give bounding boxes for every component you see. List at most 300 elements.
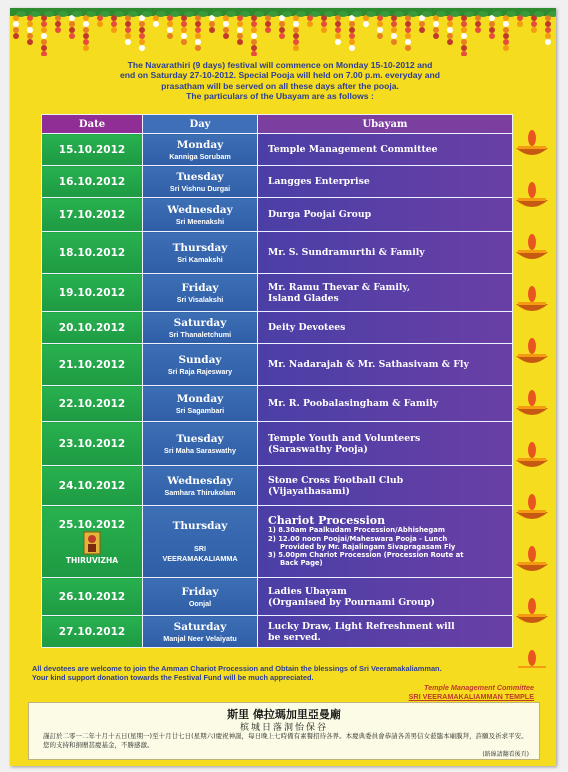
footer-line-1: All devotees are welcome to join the Amman Chariot Procession and Obtain the blessings of Sri Veeramakaliamman. — [32, 664, 442, 673]
garland-flower — [209, 27, 215, 33]
header-date: Date — [42, 115, 143, 134]
garland-flower — [181, 39, 187, 45]
garland-leaf — [16, 11, 26, 17]
day-name: Monday — [176, 392, 224, 405]
garland-flower — [111, 21, 117, 27]
day-cell — [143, 386, 258, 422]
garland-leaf — [520, 11, 530, 17]
oil-lamp-icon — [516, 390, 548, 415]
garland-flower — [531, 27, 537, 33]
garland-flower — [181, 27, 187, 33]
date-cell: 23.10.2012 — [42, 422, 143, 466]
committee-signature — [409, 684, 534, 702]
garland-leaf — [170, 11, 180, 17]
flower-garland-decoration — [10, 8, 556, 56]
chinese-route-note: (路線請翻看後頁) — [482, 751, 529, 758]
garland-flower — [433, 21, 439, 27]
garland-flower — [167, 21, 173, 27]
garland-flower — [223, 33, 229, 39]
garland-flower — [349, 45, 355, 51]
garland-leaf — [436, 11, 446, 17]
ubayam-cell — [258, 466, 513, 506]
chinese-subtitle: 槟城日落洞怡保谷 — [239, 723, 328, 733]
garland-flower — [83, 45, 89, 51]
ubayam-line: (Saraswathy Pooja) — [268, 443, 368, 455]
date-cell: 26.10.2012 — [42, 578, 143, 616]
day-name: Friday — [181, 281, 219, 294]
garland-leaf — [72, 11, 82, 17]
garland-flower — [41, 51, 47, 56]
garland-flower — [335, 21, 341, 27]
date-cell: 27.10.2012 — [42, 616, 143, 648]
ubayam-cell — [258, 232, 513, 274]
ubayam-cell — [258, 578, 513, 616]
schedule-row — [42, 578, 513, 616]
garland-flower — [349, 27, 355, 33]
garland-flower — [447, 33, 453, 39]
ubayam-line: Mr. Nadarajah & Mr. Sathasivam & Fly — [268, 359, 469, 370]
garland-flower — [83, 33, 89, 39]
garland-flower — [83, 21, 89, 27]
garland-flower — [69, 21, 75, 27]
garland-flower — [195, 21, 201, 27]
garland-flower — [69, 33, 75, 39]
deity-name: Manjal Neer Velaiyatu — [163, 633, 237, 643]
garland-flower — [27, 21, 33, 27]
garland-flower — [391, 27, 397, 33]
day-name: Sunday — [178, 353, 222, 366]
garland-flower — [265, 27, 271, 33]
ubayam-line: be served. — [268, 631, 321, 643]
chariot-day-cell — [143, 506, 258, 578]
garland-flower — [461, 45, 467, 51]
ubayam-line: Deity Devotees — [268, 322, 346, 333]
day-name: Friday — [181, 585, 219, 598]
garland-flower — [251, 33, 257, 39]
garland-flower — [433, 33, 439, 39]
ubayam-line: Langges Enterprise — [268, 176, 370, 187]
garland-flower — [545, 27, 551, 33]
garland-flower — [377, 33, 383, 39]
date-cell: 22.10.2012 — [42, 386, 143, 422]
committee-name: Temple Management Committee — [424, 683, 534, 692]
garland-leaf — [450, 11, 460, 17]
intro-line-2: end on Saturday 27-10-2012. Special Pooja will held on 7.00 p.m. everyday and — [120, 70, 440, 81]
garland-flower — [335, 33, 341, 39]
garland-flower — [503, 21, 509, 27]
day-cell — [143, 166, 258, 198]
garland-flower — [27, 39, 33, 45]
garland-leaf — [100, 11, 110, 17]
intro-line-3: prasatham will be served on all these days after the pooja. — [161, 80, 399, 91]
intro-text — [80, 60, 480, 102]
garland-flower — [279, 21, 285, 27]
ubayam-line: Temple Youth and Volunteers — [268, 432, 421, 444]
garland-leaf — [86, 11, 96, 17]
deity-name: Sri Thanaletchumi — [168, 329, 232, 339]
oil-lamp-icon — [516, 130, 548, 155]
garland-flower — [223, 21, 229, 27]
garland-flower — [139, 27, 145, 33]
garland-flower — [251, 27, 257, 33]
ubayam-line: Stone Cross Football Club — [268, 474, 404, 486]
header-day: Day — [143, 115, 258, 134]
day-cell — [143, 466, 258, 506]
oil-lamp-icon — [516, 338, 548, 363]
garland-flower — [461, 51, 467, 56]
deity-name: Samhara Thirukolam — [164, 487, 236, 497]
garland-flower — [307, 21, 313, 27]
garland-flower — [405, 33, 411, 39]
garland-leaf — [212, 11, 222, 17]
garland-leaf — [394, 11, 404, 17]
oil-lamp-decorations — [512, 128, 552, 668]
garland-leaf — [184, 11, 194, 17]
garland-flower — [545, 21, 551, 27]
oil-lamp-icon — [516, 598, 548, 623]
garland-flower — [433, 27, 439, 33]
day-name: Saturday — [173, 620, 227, 633]
deity-name-line-2: VEERAMAKALIAMMA — [162, 554, 238, 563]
garland-flower — [447, 27, 453, 33]
garland-flower — [349, 39, 355, 45]
garland-flower — [27, 33, 33, 39]
garland-leaf — [464, 11, 474, 17]
garland-flower — [13, 27, 19, 33]
flyer-page — [10, 8, 556, 766]
garland-flower — [503, 45, 509, 51]
ubayam-line: (Organised by Pournami Group) — [268, 596, 435, 608]
garland-flower — [293, 21, 299, 27]
day-cell — [143, 344, 258, 386]
chariot-date-cell — [42, 506, 143, 578]
garland-leaf — [492, 11, 502, 17]
garland-leaf — [44, 11, 54, 17]
chariot-step: Provided by Mr. Rajalingam Sivapragasam Fly — [280, 542, 456, 551]
day-cell — [143, 312, 258, 344]
date-cell: 18.10.2012 — [42, 232, 143, 274]
garland-flower — [125, 21, 131, 27]
ubayam-line: Mr. Ramu Thevar & Family, — [268, 281, 411, 293]
garland-flower — [139, 45, 145, 51]
garland-flower — [195, 39, 201, 45]
garland-leaf — [380, 11, 390, 17]
garland-flower — [461, 33, 467, 39]
ubayam-cell — [258, 422, 513, 466]
chariot-ubayam-cell — [258, 506, 513, 578]
garland-flower — [391, 39, 397, 45]
day-cell — [143, 232, 258, 274]
garland-flower — [279, 33, 285, 39]
garland-leaf — [268, 11, 278, 17]
garland-leaf — [198, 11, 208, 17]
garland-flower — [475, 27, 481, 33]
oil-lamp-icon — [516, 234, 548, 259]
deity-name: Oonjal — [188, 598, 212, 608]
day-name: Thursday — [172, 241, 228, 254]
chariot-step: Back Page) — [280, 559, 323, 568]
garland-flower — [321, 21, 327, 27]
deity-name: Sri Kamakshi — [177, 254, 223, 264]
garland-flower — [419, 27, 425, 33]
ubayam-cell — [258, 166, 513, 198]
garland-flower — [251, 45, 257, 51]
garland-flower — [405, 45, 411, 51]
ubayam-schedule-table — [41, 114, 513, 648]
garland-flower — [349, 33, 355, 39]
oil-lamp-icon — [516, 494, 548, 519]
garland-flower — [489, 33, 495, 39]
garland-flower — [195, 45, 201, 51]
garland-flower — [41, 45, 47, 51]
ubayam-line: Durga Poojai Group — [268, 209, 372, 220]
garland-flower — [503, 33, 509, 39]
schedule-row — [42, 166, 513, 198]
oil-lamp-icon — [516, 442, 548, 467]
garland-leaf — [254, 11, 264, 17]
garland-flower — [405, 21, 411, 27]
chariot-row — [42, 506, 513, 578]
deity-name: Sri Vishnu Durgai — [169, 183, 231, 193]
temple-name: SRI VEERAMAKALIAMMAN TEMPLE — [408, 691, 534, 701]
deity-name: Kanniga Sorubam — [169, 151, 231, 161]
chariot-step: 3) 5.00pm Chariot Procession (Procession Route at — [268, 551, 464, 560]
schedule-row — [42, 232, 513, 274]
garland-leaf — [30, 11, 40, 17]
intro-line-1: The Navarathiri (9 days) festival will commence on Monday 15-10-2012 and — [127, 60, 433, 70]
garland-flower — [139, 21, 145, 27]
garland-flower — [517, 21, 523, 27]
garland-flower — [83, 39, 89, 45]
date-cell: 17.10.2012 — [42, 198, 143, 232]
chariot-step: 1) 8.30am Paalkudam Procession/Abhishegam — [268, 526, 445, 535]
day-cell — [143, 616, 258, 648]
deity-name-line-1: SRI — [194, 544, 206, 553]
day-cell — [143, 274, 258, 312]
garland-flower — [531, 21, 537, 27]
garland-flower — [335, 27, 341, 33]
garland-leaf — [282, 11, 292, 17]
garland-leaf — [296, 11, 306, 17]
ubayam-cell — [258, 312, 513, 344]
garland-flower — [391, 21, 397, 27]
garland-flower — [363, 21, 369, 27]
garland-flower — [251, 21, 257, 27]
garland-leaf — [240, 11, 250, 17]
garland-flower — [461, 21, 467, 27]
garland-leaf — [310, 11, 320, 17]
day-name: Monday — [176, 138, 224, 151]
day-name: Saturday — [173, 316, 227, 329]
garland-leaf — [408, 11, 418, 17]
garland-flower — [545, 39, 551, 45]
ubayam-cell — [258, 274, 513, 312]
garland-leaf — [506, 11, 516, 17]
garland-flower — [377, 21, 383, 27]
ubayam-line: Mr. R. Poobalasingham & Family — [268, 398, 439, 409]
chinese-body: 謹訂於二零一二年十月十五日(星期一)至十月廿七日(星期六)慶祝神誕，每日晚上七時備有素餐招待各界。本慶典委員會恭請各善男信女蒞臨本廟膜拜，許願及祈求平安。您的支持和捐贈甚慶基金，不勝感激。 — [43, 732, 528, 749]
garland-leaf — [226, 11, 236, 17]
garland-flower — [195, 27, 201, 33]
schedule-row — [42, 386, 513, 422]
garland-flower — [41, 27, 47, 33]
garland-flower — [237, 33, 243, 39]
schedule-row — [42, 344, 513, 386]
garland-flower — [489, 21, 495, 27]
date-cell: 15.10.2012 — [42, 134, 143, 166]
garland-flower — [461, 39, 467, 45]
schedule-row — [42, 616, 513, 648]
garland-flower — [503, 27, 509, 33]
garland-flower — [545, 33, 551, 39]
schedule-row — [42, 134, 513, 166]
garland-flower — [475, 21, 481, 27]
chinese-notice-box — [28, 702, 540, 760]
garland-flower — [293, 39, 299, 45]
garland-flower — [13, 21, 19, 27]
garland-flower — [461, 27, 467, 33]
chariot-title: Chariot Procession — [268, 514, 386, 528]
ubayam-line: (Vijayathasami) — [268, 485, 350, 497]
garland-leaf — [338, 11, 348, 17]
chariot-step: 2) 12.00 noon Poojai/Maheswara Pooja - Lunch — [268, 534, 448, 543]
schedule-row — [42, 198, 513, 232]
schedule-row — [42, 312, 513, 344]
garland-flower — [447, 21, 453, 27]
day-cell — [143, 134, 258, 166]
oil-lamp-icon — [516, 182, 548, 207]
deity-name: Sri Raja Rajeswary — [167, 366, 233, 376]
date-cell: 21.10.2012 — [42, 344, 143, 386]
garland-flower — [139, 39, 145, 45]
ubayam-cell — [258, 344, 513, 386]
garland-flower — [293, 33, 299, 39]
deity-name: Sri Maha Saraswathy — [164, 445, 236, 455]
day-cell — [143, 198, 258, 232]
garland-flower — [153, 21, 159, 27]
day-name: Wednesday — [167, 203, 233, 216]
garland-flower — [293, 45, 299, 51]
garland-flower — [83, 27, 89, 33]
garland-flower — [209, 21, 215, 27]
ubayam-line: Island Glades — [268, 292, 339, 304]
ubayam-cell — [258, 616, 513, 648]
garland-flower — [321, 27, 327, 33]
ubayam-cell — [258, 134, 513, 166]
garland-leaf — [366, 11, 376, 17]
garland-flower — [349, 21, 355, 27]
garland-flower — [41, 33, 47, 39]
footer-line-2: Your kind support donation towards the Festival Fund will be much appreciated. — [32, 673, 314, 683]
garland-leaf — [352, 11, 362, 17]
garland-flower — [27, 27, 33, 33]
garland-flower — [41, 39, 47, 45]
ubayam-line: Lucky Draw, Light Refreshment will — [268, 620, 455, 632]
garland-flower — [41, 21, 47, 27]
table-header-row — [42, 115, 513, 134]
garland-flower — [503, 39, 509, 45]
garland-flower — [195, 33, 201, 39]
garland-flower — [335, 39, 341, 45]
garland-flower — [181, 21, 187, 27]
garland-leaf — [58, 11, 68, 17]
garland-leaf — [142, 11, 152, 17]
header-ubayam: Ubayam — [258, 115, 513, 134]
deity-name: Sri Sagambari — [175, 405, 225, 415]
intro-line-4: The particulars of the Ubayam are as follows : — [186, 91, 374, 102]
garland-leaf — [422, 11, 432, 17]
schedule-row — [42, 422, 513, 466]
deity-name: Sri Visalakshi — [176, 294, 224, 304]
garland-flower — [139, 33, 145, 39]
footer-note — [32, 664, 552, 683]
garland-flower — [55, 21, 61, 27]
garland-flower — [279, 27, 285, 33]
oil-lamp-icon — [516, 546, 548, 571]
garland-flower — [13, 33, 19, 39]
date-cell: 20.10.2012 — [42, 312, 143, 344]
date-cell: 16.10.2012 — [42, 166, 143, 198]
garland-flower — [251, 51, 257, 56]
garland-flower — [55, 27, 61, 33]
day-name: Thursday — [172, 520, 228, 532]
day-cell — [143, 578, 258, 616]
garland-flower — [237, 21, 243, 27]
garland-flower — [181, 33, 187, 39]
deity-name: Sri Meenakshi — [175, 216, 225, 226]
garland-flower — [419, 21, 425, 27]
schedule-row — [42, 274, 513, 312]
garland-flower — [377, 27, 383, 33]
deity-image-icon — [83, 531, 101, 555]
garland-flower — [111, 27, 117, 33]
garland-leaf — [128, 11, 138, 17]
date-cell: 24.10.2012 — [42, 466, 143, 506]
garland-flower — [237, 39, 243, 45]
ubayam-line: Mr. S. Sundramurthi & Family — [268, 247, 425, 258]
garland-flower — [167, 27, 173, 33]
garland-flower — [251, 39, 257, 45]
garland-flower — [265, 21, 271, 27]
date-text: 25.10.2012 — [58, 518, 126, 531]
oil-lamp-icon — [516, 286, 548, 311]
garland-flower — [391, 33, 397, 39]
day-name: Wednesday — [167, 474, 233, 487]
garland-flower — [223, 27, 229, 33]
garland-flower — [69, 27, 75, 33]
date-cell: 19.10.2012 — [42, 274, 143, 312]
ubayam-line: Temple Management Committee — [268, 144, 438, 155]
garland-flower — [125, 39, 131, 45]
garland-flower — [237, 27, 243, 33]
thiruvizha-label: THIRUVIZHA — [65, 555, 119, 565]
schedule-row — [42, 466, 513, 506]
garland-leaf — [478, 11, 488, 17]
garland-flower — [405, 27, 411, 33]
garland-flower — [447, 39, 453, 45]
garland-leaf — [114, 11, 124, 17]
ubayam-line: Ladies Ubayam — [268, 585, 347, 597]
garland-flower — [167, 33, 173, 39]
ubayam-cell — [258, 386, 513, 422]
chinese-title: 斯里 偉拉瑪加里亞曼廟 — [227, 708, 341, 721]
ubayam-cell — [258, 198, 513, 232]
garland-flower — [97, 21, 103, 27]
garland-leaf — [534, 11, 544, 17]
garland-flower — [489, 27, 495, 33]
garland-leaf — [324, 11, 334, 17]
garland-flower — [125, 27, 131, 33]
